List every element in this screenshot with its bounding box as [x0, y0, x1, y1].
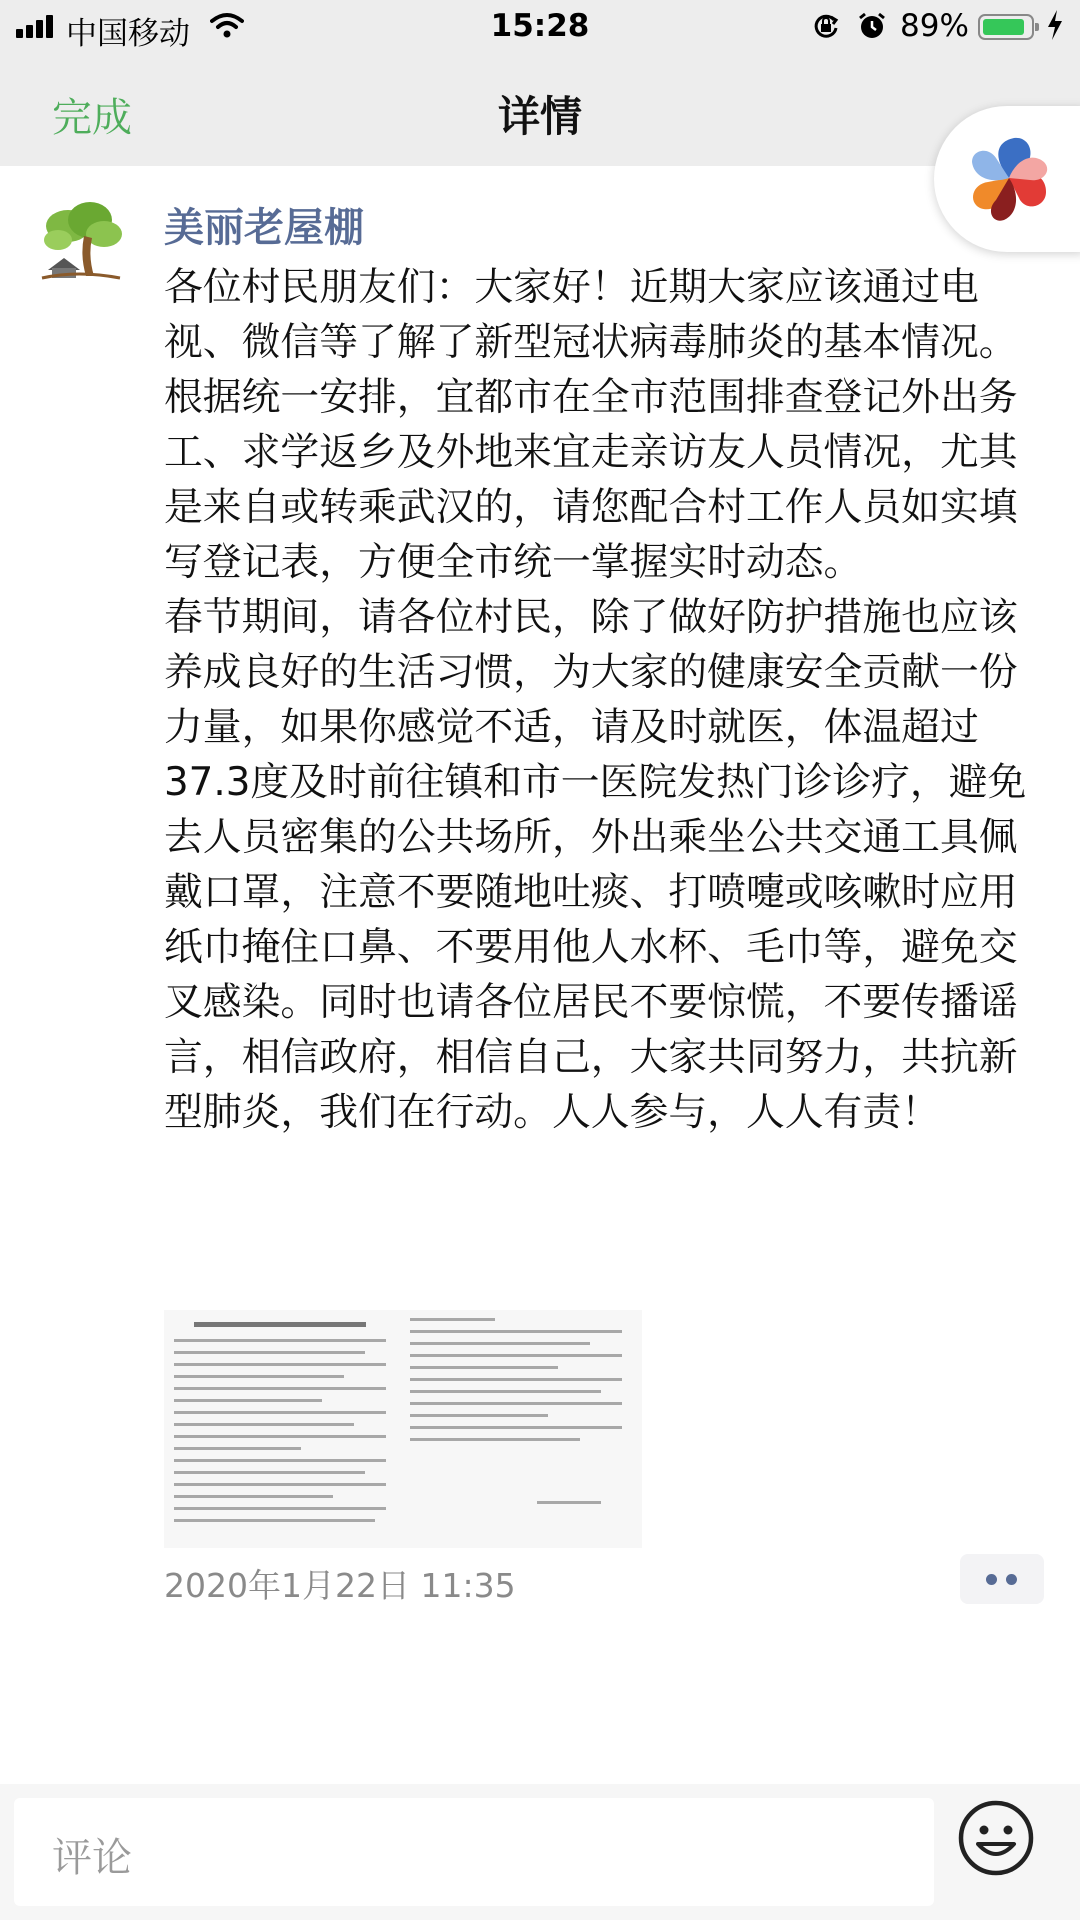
status-bar — [0, 0, 1080, 52]
more-button[interactable] — [960, 1554, 1044, 1604]
document-page-right — [410, 1318, 622, 1513]
comment-bar — [0, 1784, 1080, 1920]
post-image[interactable] — [164, 1310, 642, 1548]
charging-icon — [1046, 10, 1064, 40]
mini-program-icon — [964, 130, 1054, 226]
post-content — [164, 260, 1030, 1140]
comment-placeholder: 评论 — [52, 1835, 132, 1881]
post-paragraph: 春节期间，请各位村民，除了做好防护措施也应该养成良好的生活习惯，为大家的健康安全贡献一份力量，如果你感觉不适，请及时就医，体温超过37.3度及时前往镇和市一医院发热门诊诊疗，避免去人员密集的公共场所，外出乘坐公共交通工具佩戴口罩，注意不要随地吐痰、打喷嚏或咳嗽时应用纸巾掩住口鼻、不要用他人水杯、毛巾等，避免交叉感染。同时也请各位居民不要惊慌，不要传播谣言，相信政府，相信自己，大家共同努力，共抗新型肺炎，我们在行动。人人参与，人人有责！ — [164, 595, 1027, 1135]
battery-icon — [978, 14, 1034, 40]
author-name[interactable]: 美丽老屋棚 — [164, 205, 364, 251]
emoji-icon[interactable] — [956, 1798, 1036, 1878]
post-timestamp: 2020年1月22日 11:35 — [164, 1566, 516, 1605]
post-paragraph: 各位村民朋友们：大家好！近期大家应该通过电视、微信等了解了新型冠状病毒肺炎的基本情况。根据统一安排，宜都市在全市范围排查登记外出务工、求学返乡及外地来宜走亲访友人员情况，尤其是来自或转乘武汉的，请您配合村工作人员如实填写登记表，方便全市统一掌握实时动态。 — [164, 265, 1018, 585]
battery-percentage: 89% — [900, 8, 969, 44]
status-time: 15:28 — [490, 8, 590, 44]
top-bar — [0, 0, 1080, 166]
orientation-lock-icon — [812, 12, 840, 40]
carrier-name: 中国移动 — [66, 16, 190, 52]
avatar[interactable] — [28, 196, 132, 284]
alarm-icon — [858, 12, 886, 40]
mini-program-button[interactable] — [934, 106, 1080, 252]
document-page-left — [174, 1318, 386, 1531]
page-title: 详情 — [497, 92, 582, 141]
comment-input[interactable] — [14, 1798, 934, 1906]
done-button[interactable]: 完成 — [52, 95, 132, 141]
